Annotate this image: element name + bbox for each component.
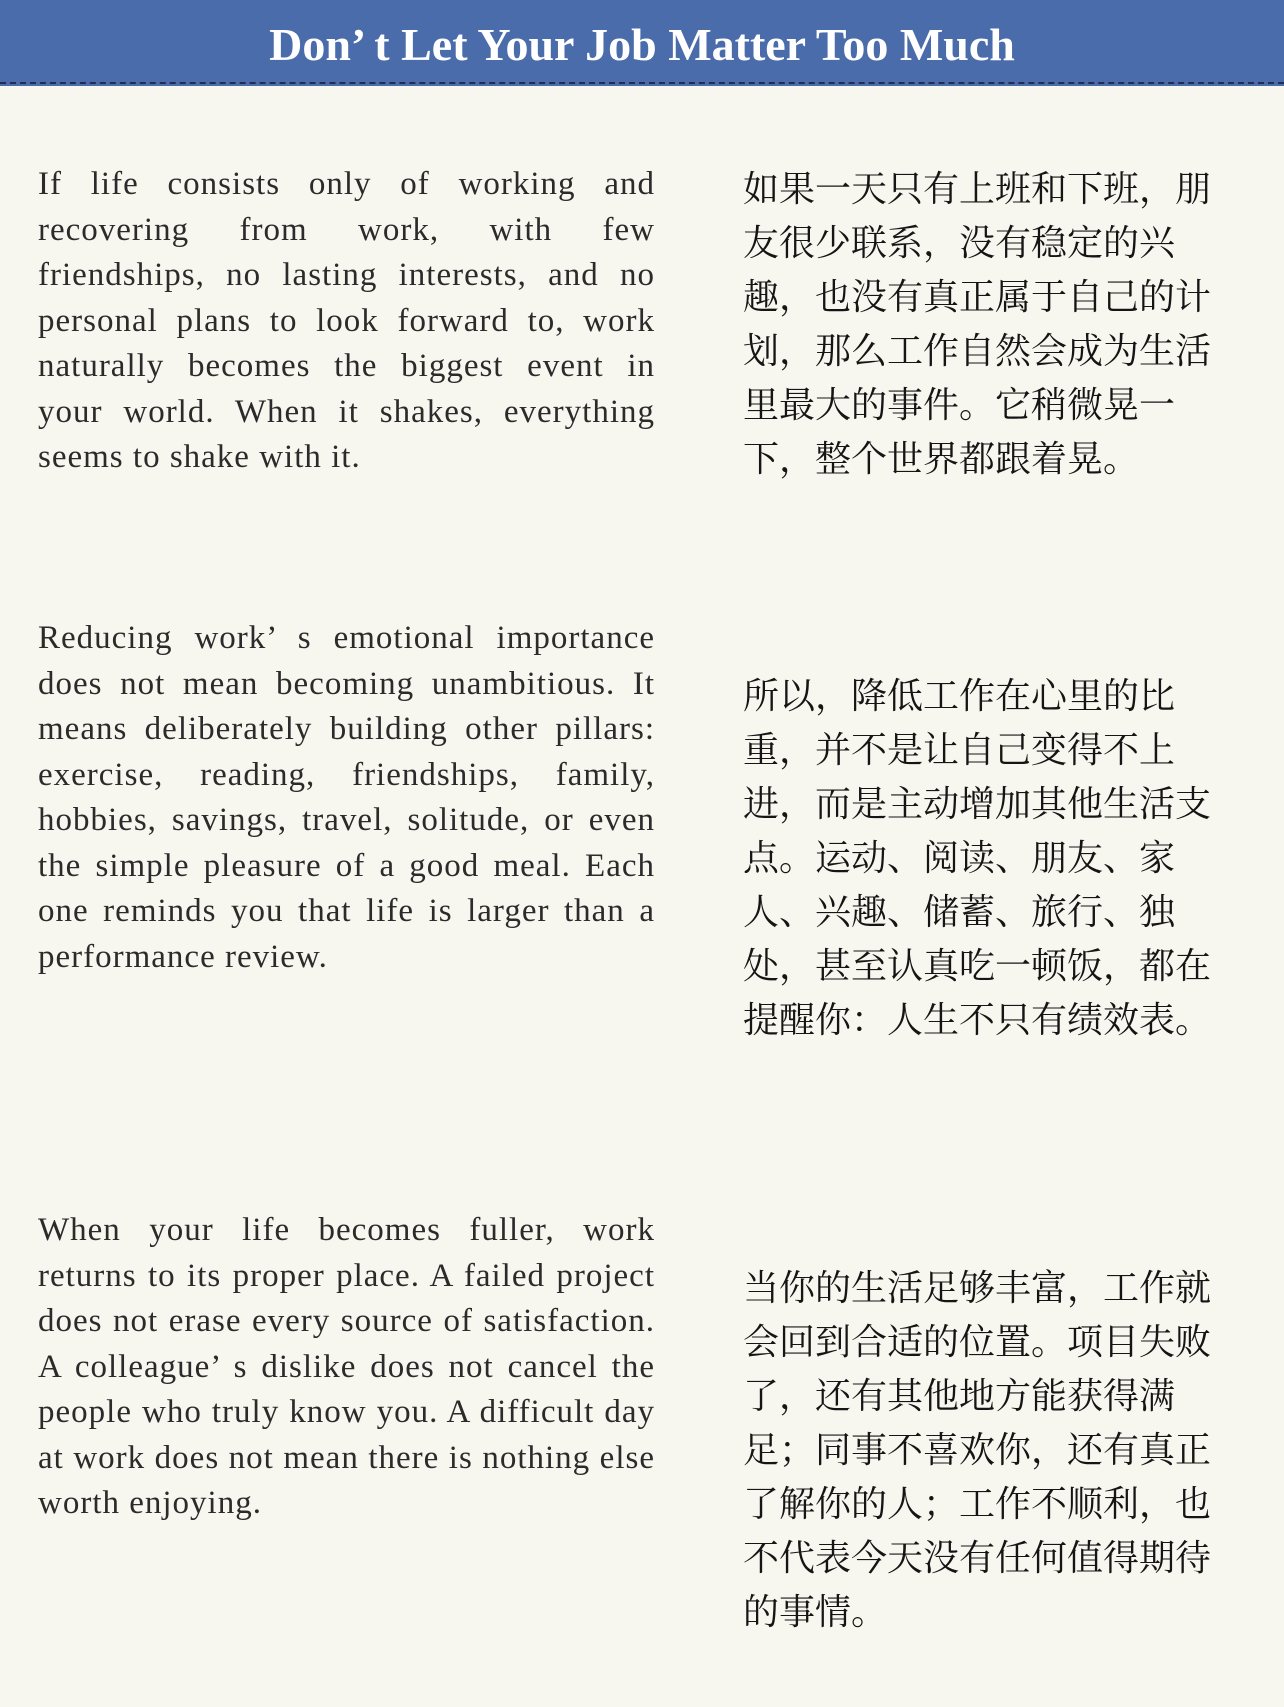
chinese-paragraph-1: 如果一天只有上班和下班，朋友很少联系，没有稳定的兴趣，也没有真正属于自己的计划，那么工作自然会成为生活里最大的事件。它稍微晃一下，整个世界都跟着晃。 bbox=[743, 169, 1212, 480]
english-paragraph-2: Reducing work’ s emotional importance does not mean becoming unambitious. It means deliberately building other pillars: exercise, reading, friendships, family, hobbies, savings, travel, solitude, or even the simple pleasure of a good meal. Each one reminds you that life is larger than a performance review. bbox=[38, 620, 655, 975]
chinese-paragraph-2: 所以，降低工作在心里的比重，并不是让自己变得不上进，而是主动增加其他生活支点。运动、阅读、朋友、家人、兴趣、储蓄、旅行、独处，甚至认真吃一顿饭，都在提醒你：人生不只有绩效表。 bbox=[743, 676, 1212, 1041]
english-paragraph-3: When your life becomes fuller, work returns to its proper place. A failed project does not erase every source of satisfaction. A colleague’ s dislike does not cancel the people who truly know you. A difficult day at work does not mean there is nothing else worth enjoying. bbox=[38, 1212, 655, 1521]
chinese-paragraph-3: 当你的生活足够丰富，工作就会回到合适的位置。项目失败了，还有其他地方能获得满足；同事不喜欢你，还有真正了解你的人；工作不顺利，也不代表今天没有任何值得期待的事情。 bbox=[743, 1268, 1212, 1633]
english-paragraph-1: If life consists only of working and recovering from work, with few friendships, no lasting interests, and no personal plans to look forward to, work naturally becomes the biggest event in your world. When it shakes, everything seems to shake with it. bbox=[38, 166, 655, 475]
header-banner bbox=[0, 0, 1284, 86]
header-dashed-divider bbox=[0, 82, 1284, 84]
page-title: Don’ t Let Your Job Matter Too Much bbox=[269, 19, 1015, 70]
